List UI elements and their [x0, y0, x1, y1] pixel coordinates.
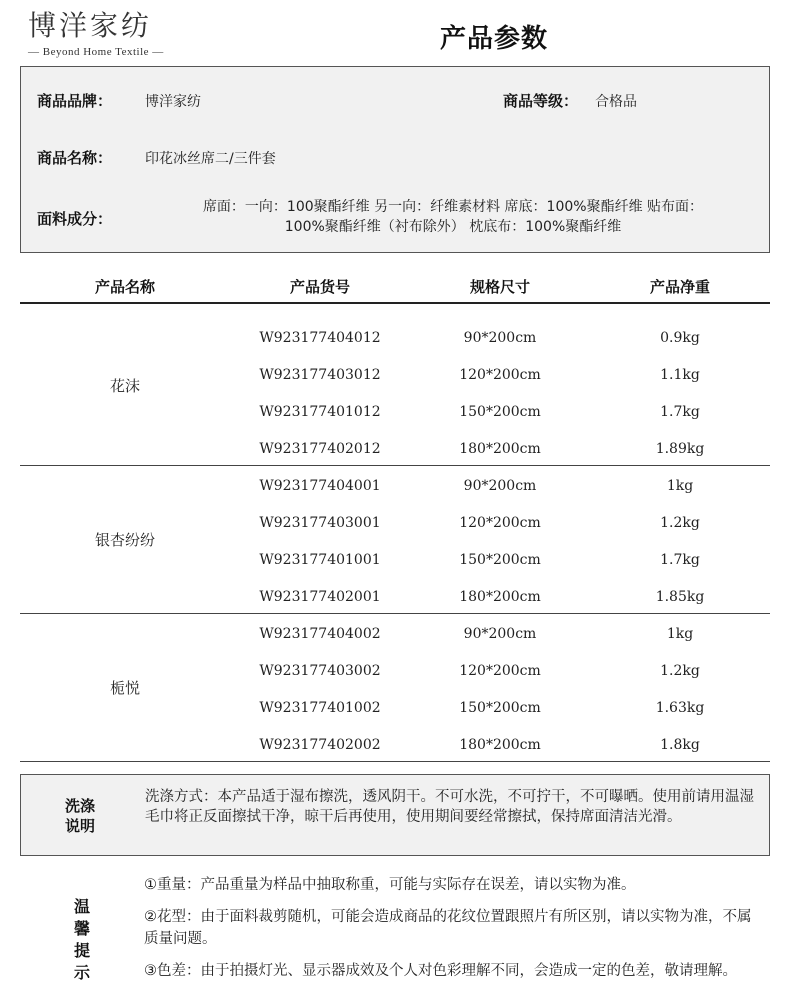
product-code-cell: W923177402012 — [259, 441, 381, 457]
product-group — [20, 304, 770, 466]
size-cell: 150*200cm — [459, 552, 541, 568]
table-row — [20, 357, 770, 394]
logo-chinese-text: 博洋家纺 — [28, 9, 153, 42]
table-row — [20, 653, 770, 690]
fabric-value — [151, 197, 755, 237]
product-code-cell: W923177401001 — [259, 552, 381, 568]
product-name-cell: 花沫 — [109, 376, 140, 395]
size-cell: 90*200cm — [463, 626, 537, 642]
tips-label-char: 温 — [73, 897, 90, 916]
product-group — [20, 465, 770, 614]
product-code-cell: W923177404002 — [259, 626, 381, 642]
net-weight-cell: 1.2kg — [660, 515, 700, 531]
header-net-weight: 产品净重 — [649, 278, 710, 296]
product-code-cell: W923177402001 — [259, 589, 381, 605]
net-weight-cell: 1.1kg — [660, 367, 700, 383]
grade-value: 合格品 — [595, 94, 637, 110]
size-cell: 120*200cm — [459, 663, 541, 679]
size-cell: 150*200cm — [459, 700, 541, 716]
table-row — [20, 320, 770, 357]
table-row — [20, 690, 770, 727]
tip-color-difference: ③色差：由于拍摄灯光、显示器成效及个人对色彩理解不同，会造成一定的色差，敬请理解。 — [144, 963, 737, 979]
logo-english-text: — Beyond Home Textile — — [28, 46, 164, 58]
product-code-cell: W923177401012 — [259, 404, 381, 420]
size-cell: 180*200cm — [459, 589, 541, 605]
product-code-cell: W923177401002 — [259, 700, 381, 716]
page-title: 产品参数 — [440, 24, 549, 54]
net-weight-cell: 1.89kg — [655, 441, 705, 457]
table-header-row — [20, 264, 770, 304]
net-weight-cell: 1.2kg — [660, 663, 700, 679]
table-row — [20, 616, 770, 653]
product-spec-table — [20, 264, 770, 753]
product-attributes-box — [20, 66, 770, 253]
table-row — [20, 542, 770, 579]
header-product-name: 产品名称 — [94, 278, 155, 296]
fabric-value-line2: 100%聚酯纤维（衬布除外） 枕底布：100%聚酯纤维 — [284, 219, 622, 235]
net-weight-cell: 1kg — [666, 626, 694, 642]
washing-label-line1: 洗涤 — [64, 797, 95, 815]
product-code-cell: W923177402002 — [259, 737, 381, 753]
table-row — [20, 727, 770, 764]
washing-label-line2: 说明 — [64, 817, 95, 835]
product-code-cell: W923177403012 — [259, 367, 381, 383]
product-name-cell: 银杏纷纷 — [94, 531, 155, 549]
net-weight-cell: 1.8kg — [660, 737, 700, 753]
product-code-cell: W923177403001 — [259, 515, 381, 531]
net-weight-cell: 1.7kg — [660, 552, 700, 568]
product-name-cell: 栀悦 — [109, 679, 140, 697]
tip-weight: ①重量：产品重量为样品中抽取称重，可能与实际存在误差，请以实物为准。 — [144, 877, 636, 893]
brand-label: 商品品牌： — [37, 92, 113, 110]
header-size: 规格尺寸 — [469, 278, 530, 296]
size-cell: 150*200cm — [459, 404, 541, 420]
size-cell: 180*200cm — [459, 737, 541, 753]
product-group — [20, 613, 770, 762]
fabric-label: 面料成分： — [37, 210, 113, 228]
net-weight-cell: 1.85kg — [655, 589, 705, 605]
net-weight-cell: 1kg — [666, 478, 694, 494]
net-weight-cell: 1.63kg — [655, 700, 705, 716]
washing-instructions-box — [20, 774, 770, 856]
net-weight-cell: 1.7kg — [660, 404, 700, 420]
table-row — [20, 431, 770, 468]
size-cell: 120*200cm — [459, 367, 541, 383]
product-code-cell: W923177404012 — [259, 330, 381, 346]
brand-value: 博洋家纺 — [145, 94, 201, 110]
tips-label-char: 示 — [73, 963, 90, 982]
product-code-cell: W923177404001 — [259, 478, 381, 494]
size-cell: 90*200cm — [463, 330, 537, 346]
size-cell: 120*200cm — [459, 515, 541, 531]
size-cell: 90*200cm — [463, 478, 537, 494]
tips-label-char: 提 — [73, 941, 90, 960]
tips-label — [62, 896, 102, 984]
tip-pattern: ②花型：由于面料裁剪随机，可能会造成商品的花纹位置跟照片有所区别，请以实物为准，不属质量问题。 — [144, 909, 752, 947]
grade-label: 商品等级： — [503, 92, 579, 110]
table-row — [20, 579, 770, 616]
table-row — [20, 394, 770, 431]
product-name-label: 商品名称： — [37, 149, 113, 167]
table-row — [20, 505, 770, 542]
header-product-code: 产品货号 — [289, 278, 350, 296]
table-row — [20, 468, 770, 505]
washing-label — [55, 796, 105, 836]
washing-text: 洗涤方式：本产品适于湿布擦洗，透风阴干。不可水洗，不可拧干，不可曝晒。使用前请用温湿毛巾将正反面擦拭干净，晾干后再使用，使用期间要经常擦拭，保持席面清洁光滑。 — [145, 789, 754, 825]
net-weight-cell: 0.9kg — [660, 330, 700, 346]
tips-label-char: 馨 — [73, 919, 90, 938]
product-code-cell: W923177403002 — [259, 663, 381, 679]
size-cell: 180*200cm — [459, 441, 541, 457]
brand-logo — [28, 8, 208, 58]
product-name-value: 印花冰丝席二/三件套 — [145, 151, 276, 167]
fabric-value-line1: 席面：一向：100聚酯纤维 另一向：纤维素材料 席底：100%聚酯纤维 贴布面： — [202, 199, 704, 215]
